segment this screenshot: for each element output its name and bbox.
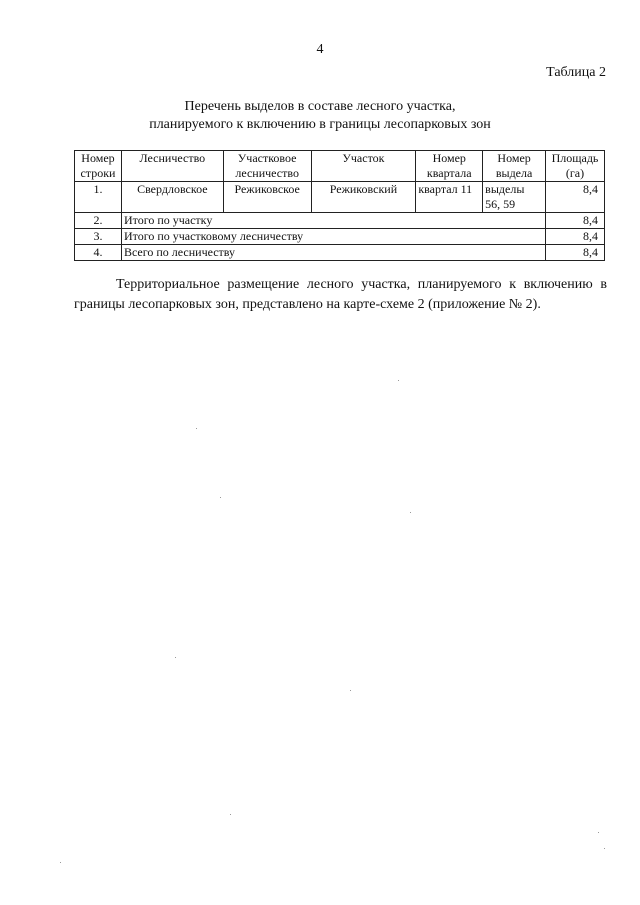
cell-quarter: квартал 11	[416, 182, 483, 213]
scan-speck	[398, 380, 399, 381]
cell-area: 8,4	[546, 245, 605, 261]
document-title	[0, 98, 640, 134]
body-paragraph: Территориальное размещение лесного участка, планируемого к включению в границы лесопарковых зон, представлено на карте-схеме 2 (приложение № 2).	[74, 277, 607, 312]
table-row-total	[75, 245, 605, 261]
cell-row-number: 2.	[75, 213, 122, 229]
scan-speck	[220, 497, 221, 498]
allotments-table	[74, 150, 605, 261]
cell-total-label: Итого по участку	[121, 213, 545, 229]
page-number: 4	[316, 42, 324, 57]
cell-row-number: 3.	[75, 229, 122, 245]
scan-speck	[196, 428, 197, 429]
scan-speck	[598, 832, 599, 833]
header-allotment-number: Номер выдела	[483, 151, 546, 182]
table-header-row	[75, 151, 605, 182]
scan-speck	[175, 657, 176, 658]
header-row-number: Номер строки	[75, 151, 122, 182]
scan-speck	[230, 814, 231, 815]
table-row-total	[75, 213, 605, 229]
scan-speck	[350, 690, 351, 691]
cell-allotment: выделы 56, 59	[483, 182, 546, 213]
table-caption: Таблица 2	[546, 65, 606, 80]
header-quarter-number: Номер квартала	[416, 151, 483, 182]
title-line-2: планируемого к включению в границы лесопарковых зон	[149, 117, 491, 132]
cell-forestry: Свердловское	[121, 182, 223, 213]
cell-total-label: Всего по лесничеству	[121, 245, 545, 261]
cell-total-label: Итого по участковому лесничеству	[121, 229, 545, 245]
header-district-forestry: Участковое лесничество	[223, 151, 311, 182]
cell-district-forestry: Режиковское	[223, 182, 311, 213]
header-area: Площадь (га)	[546, 151, 605, 182]
table-row-total	[75, 229, 605, 245]
scan-speck	[410, 512, 411, 513]
scan-speck	[60, 862, 61, 863]
header-forestry: Лесничество	[121, 151, 223, 182]
scan-speck	[604, 848, 605, 849]
cell-area: 8,4	[546, 182, 605, 213]
title-line-1: Перечень выделов в составе лесного участка,	[184, 99, 456, 114]
cell-site: Режиковский	[311, 182, 416, 213]
cell-row-number: 1.	[75, 182, 122, 213]
cell-area: 8,4	[546, 213, 605, 229]
header-site: Участок	[311, 151, 416, 182]
cell-area: 8,4	[546, 229, 605, 245]
cell-row-number: 4.	[75, 245, 122, 261]
table-row	[75, 182, 605, 213]
